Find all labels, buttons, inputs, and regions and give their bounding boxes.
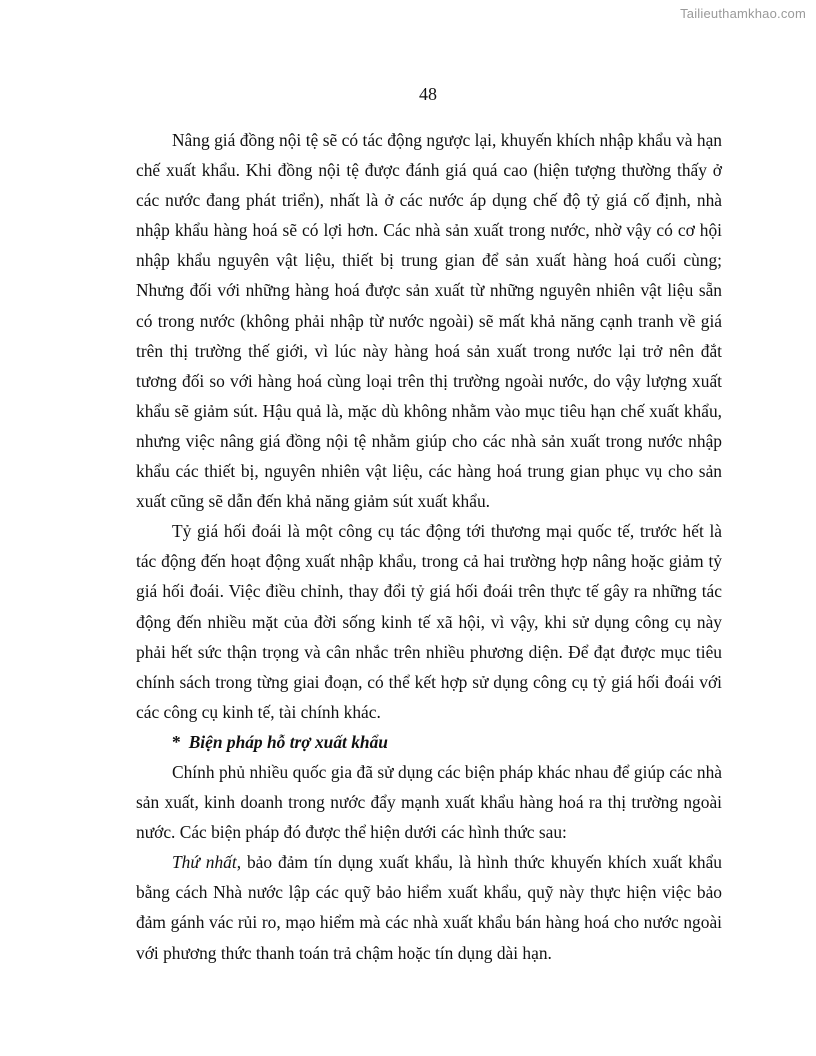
paragraph-first-measure (136, 847, 722, 967)
first-measure-lead: Thứ nhất (172, 852, 237, 873)
page-number: 48 (419, 84, 437, 104)
section-heading (136, 727, 722, 757)
heading-text: Biện pháp hỗ trợ xuất khẩu (188, 731, 388, 752)
paragraph-exchange-rate-tool: Tỷ giá hối đoái là một công cụ tác động tới thương mại quốc tế, trước hết là tác động đến hoạt động xuất nhập khẩu, trong cả hai trường hợp nâng hoặc giảm tỷ giá hối đoái. Việc điều chỉnh, thay đổi tỷ giá hối đoái trên thực tế gây ra những tác động đến nhiều mặt của đời sống kinh tế xã hội, vì vậy, khi sử dụng công cụ này phải hết sức thận trọng và cân nhắc trên nhiều phương diện. Để đạt được mục tiêu chính sách trong từng giai đoạn, có thể kết hợp sử dụng công cụ tỷ giá hối đoái với các công cụ kinh tế, tài chính khác. (136, 521, 722, 722)
document-body (136, 125, 722, 968)
paragraph-export-support-intro: Chính phủ nhiều quốc gia đã sử dụng các biện pháp khác nhau để giúp các nhà sản xuất, kinh doanh trong nước đẩy mạnh xuất khẩu hàng hoá ra thị trường ngoài nước. Các biện pháp đó được thể hiện dưới các hình thức sau: (136, 761, 722, 843)
first-measure-text: , bảo đảm tín dụng xuất khẩu, là hình thức khuyến khích xuất khẩu bằng cách Nhà nước lập các quỹ bảo hiểm xuất khẩu, quỹ này thực hiện việc bảo đảm gánh vác rủi ro, mạo hiểm mà các nhà xuất khẩu bán hàng hoá cho nước ngoài với phương thức thanh toán trả chậm hoặc tín dụng dài hạn. (136, 852, 722, 963)
paragraph-exchange-rate-raise: Nâng giá đồng nội tệ sẽ có tác động ngược lại, khuyến khích nhập khẩu và hạn chế xuất khẩu. Khi đồng nội tệ được đánh giá quá cao (hiện tượng thường thấy ở các nước đang phát triển), nhất là ở các nước áp dụng chế độ tỷ giá cố định, nhà nhập khẩu hàng hoá sẽ có lợi hơn. Các nhà sản xuất trong nước, nhờ vậy có cơ hội nhập khẩu nguyên vật liệu, thiết bị trung gian để sản xuất hàng hoá cuối cùng; Nhưng đối với những hàng hoá được sản xuất từ những nguyên nhiên vật liệu sẵn có trong nước (không phải nhập từ nước ngoài) sẽ mất khả năng cạnh tranh về giá trên thị trường thế giới, vì lúc này hàng hoá sản xuất trong nước lại trở nên đắt tương đối so với hàng hoá cùng loại trên thị trường ngoài nước, do vậy lượng xuất khẩu sẽ giảm sút. Hậu quả là, mặc dù không nhằm vào mục tiêu hạn chế xuất khẩu, nhưng việc nâng giá đồng nội tệ nhằm giúp cho các nhà sản xuất trong nước nhập khẩu các thiết bị, nguyên nhiên vật liệu, các hàng hoá trung gian phục vụ cho sản xuất cũng sẽ dẫn đến khả năng giảm sút xuất khẩu. (136, 130, 722, 512)
watermark: Tailieuthamkhao.com (680, 6, 806, 21)
heading-bullet: * (172, 731, 181, 752)
